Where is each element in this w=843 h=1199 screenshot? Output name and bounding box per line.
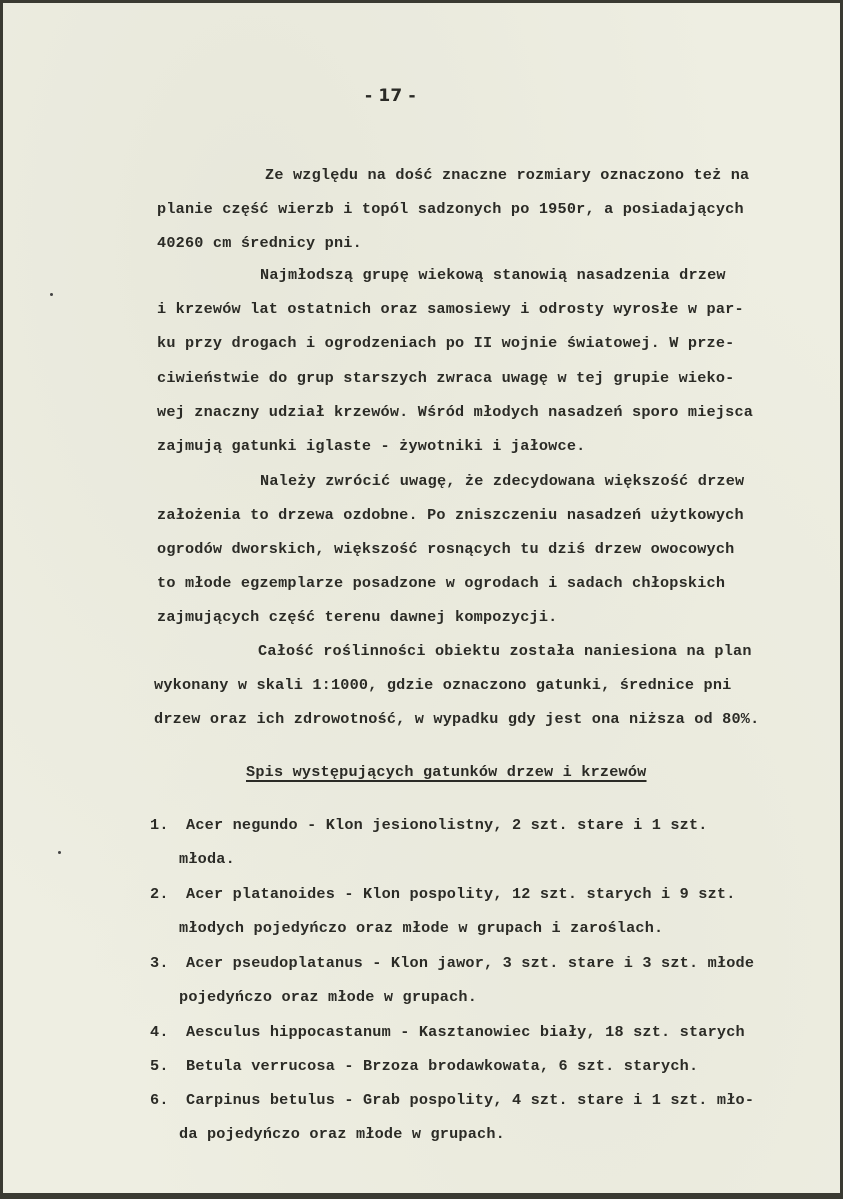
paragraph-1-line-2: planie część wierzb i topól sadzonych po 1950r, a posiadających <box>157 200 744 218</box>
species-item-6-line-1: Carpinus betulus - Grab pospolity, 4 szt. stare i 1 szt. mło- <box>186 1091 755 1109</box>
document-page <box>3 3 840 1193</box>
paragraph-4-line-1: Całość roślinności obiektu została naniesiona na plan <box>258 642 752 660</box>
species-item-3-line-2: pojedyńczo oraz młode w grupach. <box>179 988 478 1006</box>
species-item-4-line-1: Aesculus hippocastanum - Kasztanowiec biały, 18 szt. starych <box>186 1023 745 1041</box>
paragraph-2-line-1: Najmłodszą grupę wiekową stanowią nasadzenia drzew <box>260 266 726 284</box>
species-item-1-number: 1. <box>150 816 169 834</box>
species-item-4-number: 4. <box>150 1023 169 1041</box>
paragraph-2-line-6: zajmują gatunki iglaste - żywotniki i jałowce. <box>157 437 586 455</box>
paragraph-3-line-4: to młode egzemplarze posadzone w ogrodach i sadach chłopskich <box>157 574 726 592</box>
paragraph-3-line-2: założenia to drzewa ozdobne. Po zniszczeniu nasadzeń użytkowych <box>157 506 744 524</box>
paragraph-3-line-5: zajmujących część terenu dawnej kompozycji. <box>157 608 558 626</box>
paragraph-2-line-2: i krzewów lat ostatnich oraz samosiewy i odrosty wyrosłe w par- <box>157 300 744 318</box>
paragraph-3-line-1: Należy zwrócić uwagę, że zdecydowana większość drzew <box>260 472 745 490</box>
paragraph-4-line-3: drzew oraz ich zdrowotność, w wypadku gdy jest ona niższa od 80%. <box>154 710 760 728</box>
scan-speck <box>50 293 53 296</box>
species-item-6-number: 6. <box>150 1091 169 1109</box>
paragraph-4-line-2: wykonany w skali 1:1000, gdzie oznaczono gatunki, średnice pni <box>154 676 732 694</box>
species-item-5-line-1: Betula verrucosa - Brzoza brodawkowata, 6 szt. starych. <box>186 1057 699 1075</box>
species-item-1-line-2: młoda. <box>179 850 235 868</box>
species-item-5-number: 5. <box>150 1057 169 1075</box>
paragraph-2-line-3: ku przy drogach i ogrodzeniach po II wojnie światowej. W prze- <box>157 334 735 352</box>
paragraph-1-line-3: 40260 cm średnicy pni. <box>157 234 362 252</box>
species-item-1-line-1: Acer negundo - Klon jesionolistny, 2 szt. stare i 1 szt. <box>186 816 708 834</box>
species-item-3-number: 3. <box>150 954 169 972</box>
page-number: - 17 - <box>365 86 416 106</box>
species-list-heading: Spis występujących gatunków drzew i krzewów <box>246 763 647 781</box>
species-item-3-line-1: Acer pseudoplatanus - Klon jawor, 3 szt. stare i 3 szt. młode <box>186 954 755 972</box>
species-item-6-line-2: da pojedyńczo oraz młode w grupach. <box>179 1125 505 1143</box>
species-item-2-line-1: Acer platanoides - Klon pospolity, 12 szt. starych i 9 szt. <box>186 885 736 903</box>
paragraph-2-line-4: ciwieństwie do grup starszych zwraca uwagę w tej grupie wieko- <box>157 369 735 387</box>
species-item-2-number: 2. <box>150 885 169 903</box>
paragraph-1-line-1: Ze względu na dość znaczne rozmiary oznaczono też na <box>265 166 750 184</box>
species-item-2-line-2: młodych pojedyńczo oraz młode w grupach i zaroślach. <box>179 919 664 937</box>
paragraph-3-line-3: ogrodów dworskich, większość rosnących tu dziś drzew owocowych <box>157 540 735 558</box>
paragraph-2-line-5: wej znaczny udział krzewów. Wśród młodych nasadzeń sporo miejsca <box>157 403 754 421</box>
scan-speck <box>58 851 61 854</box>
